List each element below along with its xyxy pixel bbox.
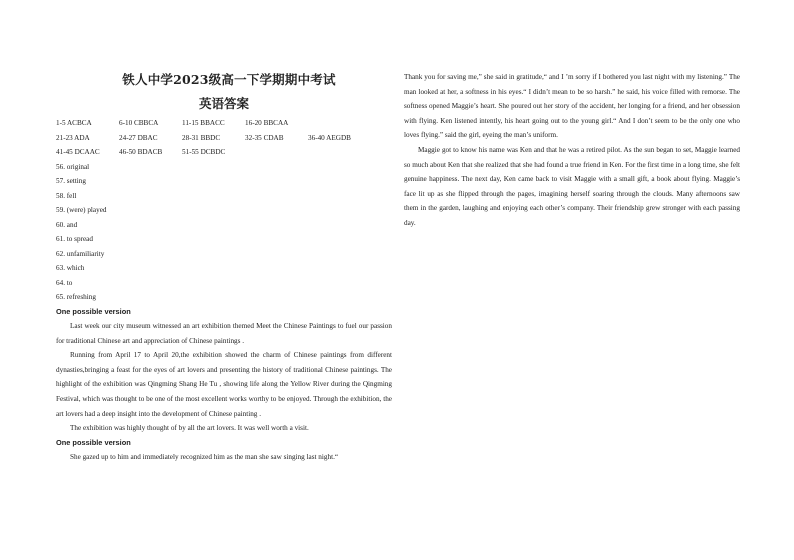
answer-title: 英语答案 bbox=[198, 96, 249, 111]
mcq-cell: 1-5 ACBCA bbox=[56, 119, 92, 127]
mcq-cell: 21-23 ADA bbox=[56, 133, 90, 142]
writing2-paragraph: Thank you for saving me,” she said in gratitude,“ and I ’m sorry if I bothered you last night with my listening.” The man looked at her, a softness in his eyes.“ I didn’t mean to be so harsh.” he said, his voice filled with remorse. The softness opened Maggie’s heart. She poured out her story of the accident, her longing for a friend, and her obsession with flying. Ken listened intently, his heart going out to the young girl.“ And I don’t seem to be the only one who loves flying.” said the girl, eyeing the man’s uniform. bbox=[404, 73, 740, 140]
right-column bbox=[404, 70, 740, 231]
list-item: 59. (were) played bbox=[56, 206, 107, 214]
writing1-paragraph: The exhibition was highly thought of by all the art lovers. It was well worth a visit. bbox=[70, 424, 309, 433]
writing1-heading: One possible version bbox=[56, 306, 131, 316]
list-item: 64. to bbox=[56, 278, 73, 287]
list-item: 62. unfamiliarity bbox=[56, 249, 105, 258]
list-item: 60. and bbox=[56, 220, 78, 229]
writing1-paragraph: Last week our city museum witnessed an art exhibition themed Meet the Chinese Paintings to fuel our passion for traditional Chinese art and appreciation of Chinese paintings . bbox=[56, 322, 392, 345]
mcq-cell: 41-45 DCAAC bbox=[56, 148, 100, 156]
mcq-row bbox=[56, 131, 392, 146]
list-item: 56. original bbox=[56, 162, 90, 171]
writing2-paragraph: Maggie got to know his name was Ken and that he was a retired pilot. As the sun began to set, Maggie learned so much about Ken that she realized that she had found a true friend in Ken. For the first time in a long time, she felt genuine happiness. The next day, Ken came back to visit Maggie with a small gift, a book about flying. Maggie’s face lit up as she flipped through the pages, imagining herself soaring through the clouds. Many afternoons saw them in the garden, laughing and enjoying each other’s company. Their friendship grew stronger with each passing day. bbox=[404, 145, 740, 227]
list-item: 57. setting bbox=[56, 177, 86, 185]
writing1-paragraph: Running from April 17 to April 20,the exhibition showed the charm of Chinese paintings from different dynasties,bringing a feast for the eyes of art lovers and presenting the history of traditional Chinese paintings. The highlight of the exhibition was Qingming Shang He Tu , showing life along the Yellow River during the Qingming Festival, which was thought to be one of the most excellent works worthy to be enjoyed. Through the exhibition, the art lovers had a deep insight into the development of Chinese painting . bbox=[56, 351, 392, 418]
mcq-row bbox=[56, 145, 392, 160]
mcq-cell: 28-31 BBDC bbox=[182, 133, 221, 142]
mcq-cell: 6-10 CBBCA bbox=[119, 119, 159, 127]
exam-title: 铁人中学2023级高一下学期期中考试 bbox=[122, 72, 336, 87]
mcq-cell: 32-35 CDAB bbox=[245, 133, 284, 142]
writing2-paragraph-start: She gazed up to him and immediately recognized him as the man she saw singing last night.“ bbox=[70, 453, 339, 462]
mcq-row bbox=[56, 116, 392, 131]
mcq-cell: 24-27 DBAC bbox=[119, 133, 158, 142]
mcq-cell: 16-20 BBCAA bbox=[245, 119, 289, 127]
list-item: 61. to spread bbox=[56, 235, 93, 243]
left-column bbox=[56, 72, 392, 465]
fill-answers bbox=[56, 160, 392, 305]
mcq-cell: 36-40 AEGDB bbox=[308, 133, 351, 142]
mcq-cell: 51-55 DCBDC bbox=[182, 148, 226, 156]
list-item: 65. refreshing bbox=[56, 293, 96, 301]
mcq-cell: 11-15 BBACC bbox=[182, 119, 225, 127]
list-item: 58. fell bbox=[56, 191, 77, 200]
mcq-answers bbox=[56, 116, 392, 160]
writing2-heading: One possible version bbox=[56, 437, 131, 447]
mcq-cell: 46-50 BDACB bbox=[119, 148, 163, 156]
list-item: 63. which bbox=[56, 264, 85, 272]
